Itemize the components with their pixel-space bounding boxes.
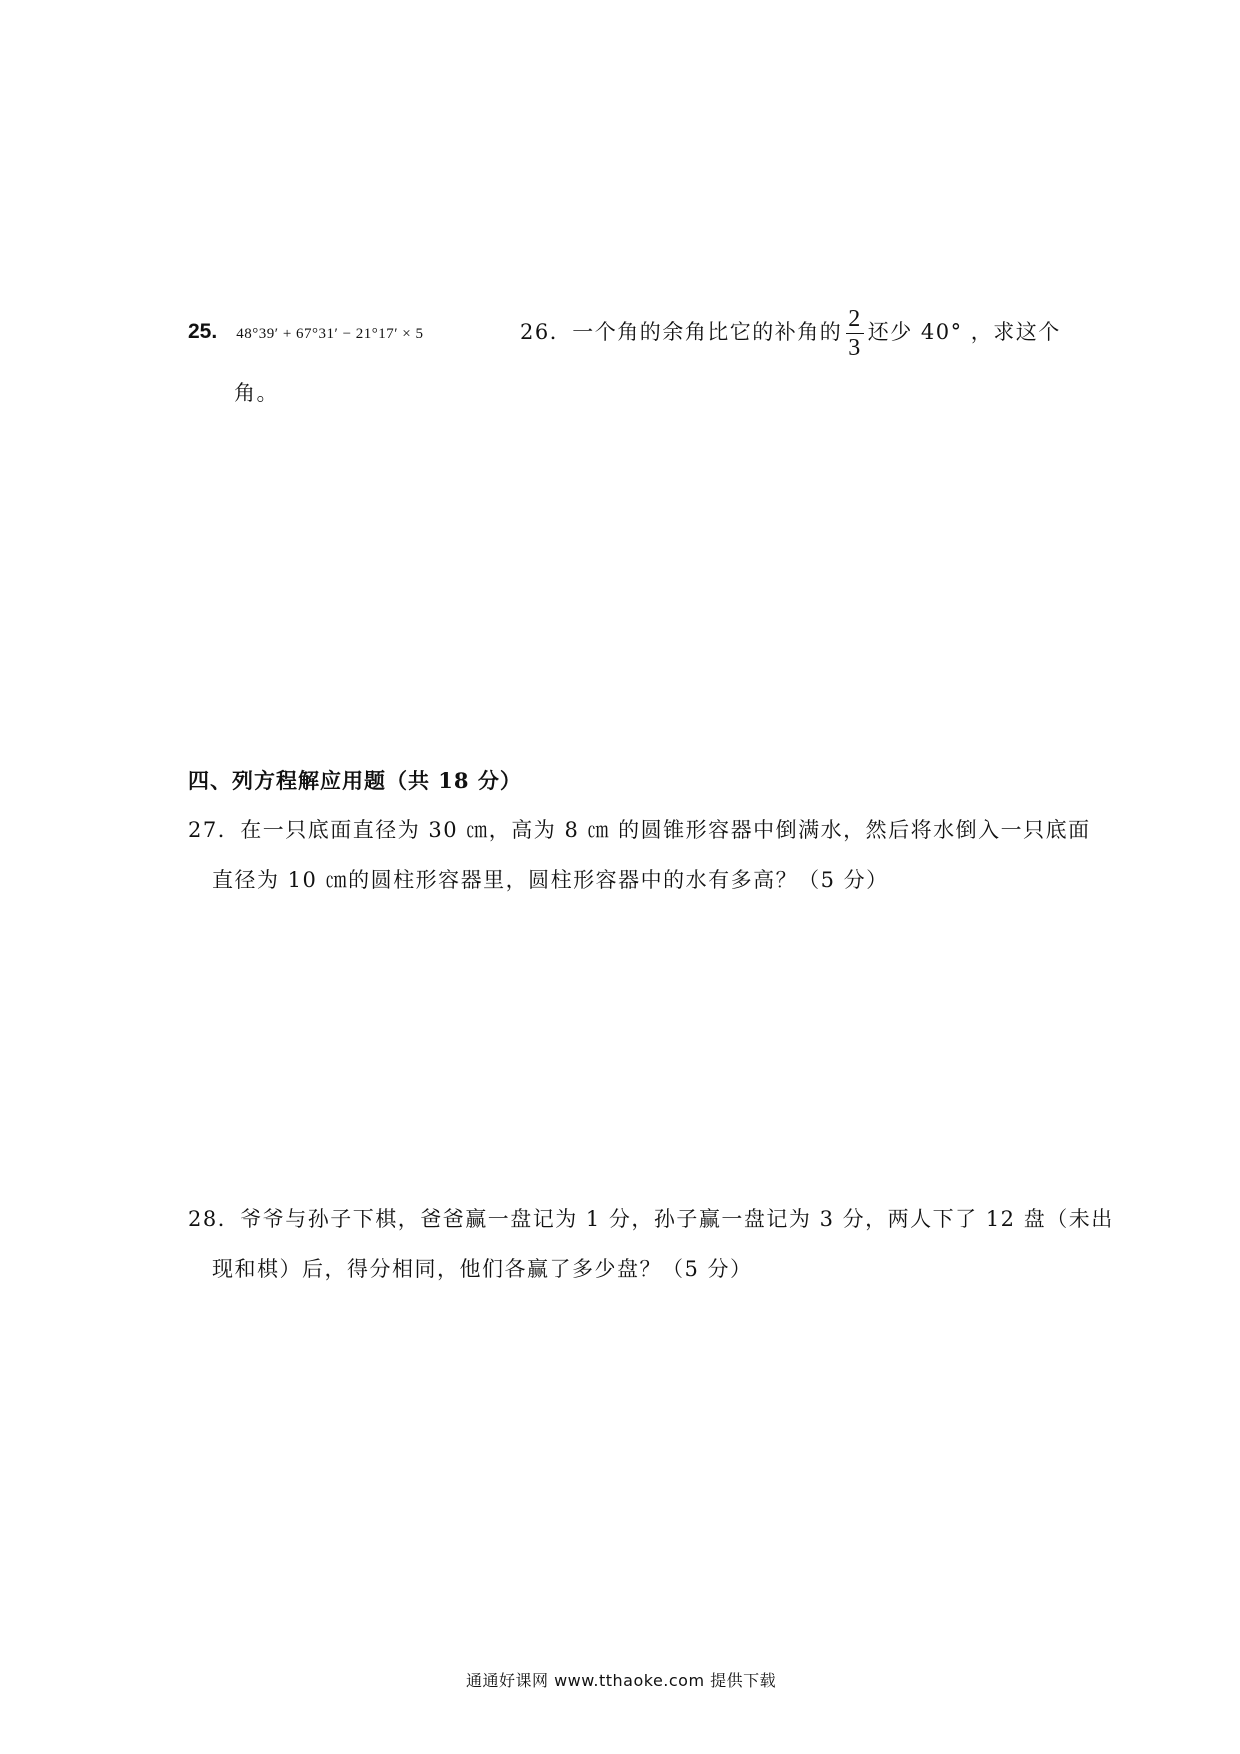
question-26-suffix: 还少 40° ，求这个 <box>867 320 1061 344</box>
question-25-number: 25. <box>188 320 218 343</box>
question-27-line-1: 27．在一只底面直径为 30 ㎝，高为 8 ㎝ 的圆锥形容器中倒满水，然后将水倒入一只底面 <box>188 818 1091 842</box>
fraction-two-thirds <box>846 306 864 361</box>
question-28-line-2: 现和棋）后，得分相同，他们各赢了多少盘？（5 分） <box>212 1257 753 1281</box>
fraction-denominator: 3 <box>848 335 862 361</box>
question-26-prefix: 26．一个角的余角比它的补角的 <box>520 320 843 344</box>
question-28-line-1: 28．爷爷与孙子下棋，爸爸赢一盘记为 1 分，孙子赢一盘记为 3 分，两人下了 12 盘（未出 <box>188 1207 1114 1231</box>
question-26-continuation: 角。 <box>234 381 279 405</box>
footer-source-note: 通通好课网 www.tthaoke.com 提供下载 <box>466 1671 777 1690</box>
section-title: 四、列方程解应用题（共 18 分） <box>188 768 522 793</box>
question-26 <box>520 306 1061 361</box>
question-25-expression: 48°39′ + 67°31′ − 21°17′ × 5 <box>236 326 424 342</box>
fraction-numerator: 2 <box>848 306 862 332</box>
question-25 <box>188 320 424 344</box>
question-27-line-2: 直径为 10 ㎝的圆柱形容器里，圆柱形容器中的水有多高？（5 分） <box>212 868 889 892</box>
